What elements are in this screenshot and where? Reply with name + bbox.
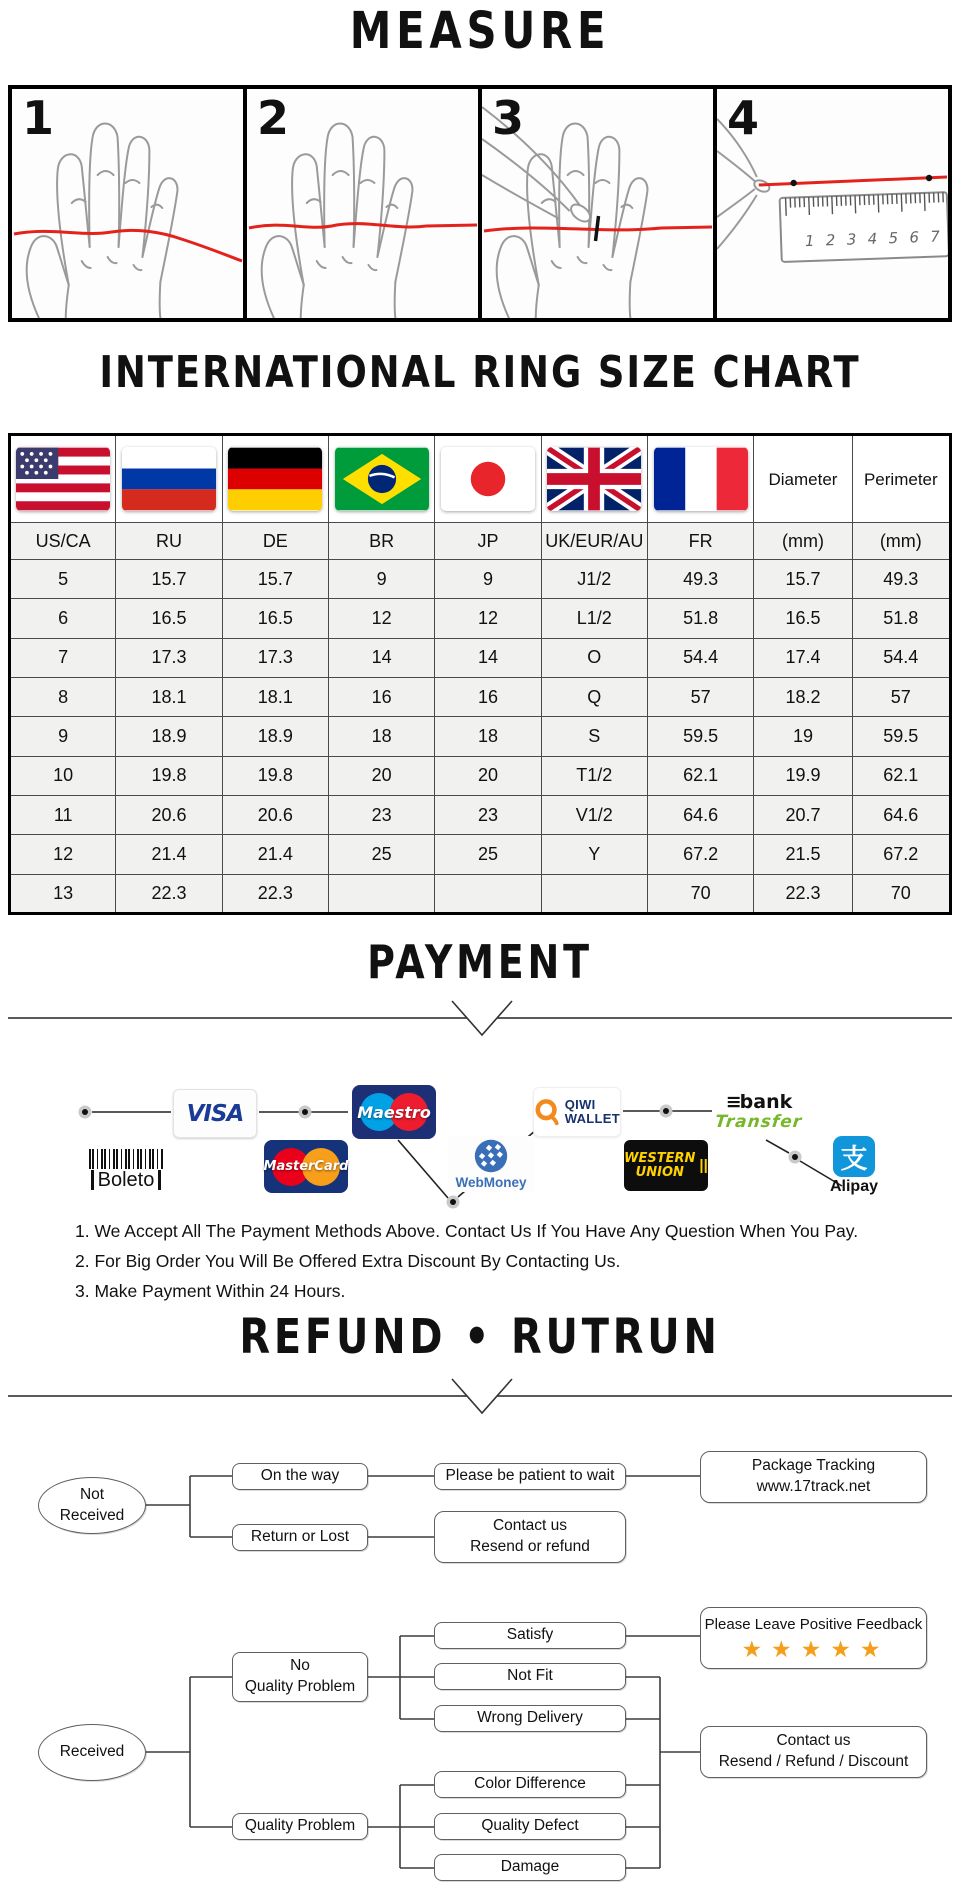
- size-cell: L1/2: [541, 599, 647, 638]
- size-cell: 14: [435, 638, 541, 677]
- color-difference-node: Color Difference: [434, 1771, 626, 1798]
- measure-panel-1: [12, 89, 247, 318]
- size-cell: T1/2: [541, 756, 647, 795]
- size-cell: 19.8: [222, 756, 328, 795]
- size-cell: 19.9: [754, 756, 852, 795]
- svg-text:1: 1: [804, 231, 815, 251]
- size-cell: 14: [328, 638, 434, 677]
- wrong-delivery-node: Wrong Delivery: [434, 1705, 626, 1732]
- us-flag-icon: [16, 447, 110, 511]
- size-cell: 16.5: [222, 599, 328, 638]
- br-flag-icon: [335, 447, 429, 511]
- size-cell: 21.4: [222, 835, 328, 874]
- size-cell: 19.8: [116, 756, 222, 795]
- size-cell: 16: [435, 677, 541, 716]
- size-cell: [541, 874, 647, 913]
- size-row: [10, 756, 951, 795]
- svg-text:4: 4: [867, 229, 878, 248]
- size-cell: 62.1: [852, 756, 950, 795]
- transfer-label: Transfer: [714, 1112, 804, 1132]
- panel-number: 1: [22, 91, 55, 145]
- column-label: RU: [116, 523, 222, 560]
- ring-size-table-body: [10, 560, 951, 914]
- size-cell: 18.1: [116, 677, 222, 716]
- red-string-line: [14, 230, 242, 261]
- size-cell: 21.5: [754, 835, 852, 874]
- size-cell: 12: [10, 835, 116, 874]
- column-label-row: [10, 523, 951, 560]
- on-the-way-node: On the way: [232, 1463, 368, 1490]
- refund-title: REFUND • RUTRUN: [239, 1308, 721, 1365]
- size-cell: 22.3: [116, 874, 222, 913]
- size-cell: 8: [10, 677, 116, 716]
- column-label: DE: [222, 523, 328, 560]
- payment-divider: [0, 998, 960, 1040]
- jp-flag-cell: [435, 435, 541, 523]
- size-cell: 62.1: [647, 756, 753, 795]
- size-cell: 59.5: [647, 717, 753, 756]
- column-label: (mm): [852, 523, 950, 560]
- size-row: [10, 677, 951, 716]
- payment-note: 1. We Accept All The Payment Methods Above. Contact Us If You Have Any Question When You Pay.: [75, 1221, 859, 1241]
- webmoney-logo: [448, 1136, 534, 1192]
- column-label: (mm): [754, 523, 852, 560]
- size-cell: 25: [328, 835, 434, 874]
- size-cell: V1/2: [541, 795, 647, 834]
- size-cell: S: [541, 717, 647, 756]
- size-cell: 54.4: [852, 638, 950, 677]
- size-cell: O: [541, 638, 647, 677]
- bank-transfer-logo: [714, 1085, 804, 1139]
- ring-size-table: [8, 433, 952, 915]
- measure-panel-2: [247, 89, 482, 318]
- size-cell: 20: [435, 756, 541, 795]
- red-string-line: [249, 224, 477, 228]
- svg-text:5: 5: [888, 228, 899, 248]
- size-cell: 22.3: [754, 874, 852, 913]
- ru-flag-cell: [116, 435, 222, 523]
- size-cell: 67.2: [647, 835, 753, 874]
- de-flag-cell: [222, 435, 328, 523]
- measure-panels: [8, 85, 952, 322]
- size-row: [10, 795, 951, 834]
- boleto-logo: [86, 1146, 166, 1192]
- size-row: [10, 835, 951, 874]
- size-cell: 54.4: [647, 638, 753, 677]
- uk-flag-icon: [547, 447, 641, 511]
- size-cell: 12: [435, 599, 541, 638]
- size-cell: 57: [852, 677, 950, 716]
- western-union-logo: [624, 1140, 708, 1191]
- webmoney-globe-icon: [473, 1138, 509, 1174]
- size-cell: 57: [647, 677, 753, 716]
- marker-tick: [596, 216, 599, 241]
- five-stars-icon: ★★★★★: [741, 1636, 890, 1663]
- size-row: [10, 638, 951, 677]
- size-cell: 18: [435, 717, 541, 756]
- satisfy-node: Satisfy: [434, 1622, 626, 1649]
- mastercard-logo: [264, 1140, 348, 1193]
- size-row: [10, 717, 951, 756]
- size-cell: 49.3: [852, 560, 950, 599]
- quality-problem-node: Quality Problem: [232, 1813, 368, 1840]
- size-cell: 15.7: [116, 560, 222, 599]
- svg-text:7: 7: [930, 227, 941, 246]
- received-node: Received: [38, 1724, 146, 1781]
- svg-text:6: 6: [909, 228, 920, 247]
- size-cell: 9: [435, 560, 541, 599]
- jp-flag-icon: [441, 447, 535, 511]
- size-cell: 5: [10, 560, 116, 599]
- size-cell: [435, 874, 541, 913]
- size-row: [10, 560, 951, 599]
- size-cell: 51.8: [852, 599, 950, 638]
- size-cell: 18.2: [754, 677, 852, 716]
- size-cell: 16.5: [116, 599, 222, 638]
- western-union-bars-icon: ||: [699, 1157, 708, 1174]
- size-cell: 6: [10, 599, 116, 638]
- not-received-node: Not Received: [38, 1477, 146, 1534]
- perimeter-header: Perimeter: [852, 435, 950, 523]
- size-cell: 15.7: [222, 560, 328, 599]
- measure-panel-3: [482, 89, 717, 318]
- size-cell: 10: [10, 756, 116, 795]
- quality-defect-node: Quality Defect: [434, 1813, 626, 1840]
- be-patient-node: Please be patient to wait: [434, 1463, 626, 1490]
- bank-label: bank: [739, 1091, 793, 1113]
- barcode-icon: [89, 1149, 163, 1169]
- size-cell: 18.1: [222, 677, 328, 716]
- size-cell: J1/2: [541, 560, 647, 599]
- size-cell: 7: [10, 638, 116, 677]
- size-cell: 70: [852, 874, 950, 913]
- bank-lines-icon: ≡: [725, 1091, 740, 1113]
- flag-header-row: [10, 435, 951, 523]
- maestro-label: Maestro: [357, 1102, 431, 1122]
- br-flag-cell: [328, 435, 434, 523]
- size-cell: 19: [754, 717, 852, 756]
- size-cell: 20.6: [222, 795, 328, 834]
- size-cell: 21.4: [116, 835, 222, 874]
- column-label: JP: [435, 523, 541, 560]
- size-cell: 18.9: [222, 717, 328, 756]
- size-cell: 22.3: [222, 874, 328, 913]
- fr-flag-cell: [647, 435, 753, 523]
- size-cell: [328, 874, 434, 913]
- measure-title: MEASURE: [349, 2, 611, 61]
- size-cell: 20: [328, 756, 434, 795]
- column-label: US/CA: [10, 523, 116, 560]
- size-cell: 13: [10, 874, 116, 913]
- ring-chart-title: INTERNATIONAL RING SIZE CHART: [99, 346, 861, 398]
- size-cell: 17.3: [222, 638, 328, 677]
- visa-logo: [173, 1089, 257, 1138]
- visa-label: VISA: [186, 1100, 244, 1127]
- fr-flag-icon: [654, 447, 748, 511]
- contact-resend-refund-discount-node: Contact us Resend / Refund / Discount: [700, 1726, 927, 1778]
- column-label: FR: [647, 523, 753, 560]
- ru-flag-icon: [122, 447, 216, 511]
- size-row: [10, 599, 951, 638]
- column-label: UK/EUR/AU: [541, 523, 647, 560]
- return-or-lost-node: Return or Lost: [232, 1524, 368, 1551]
- column-label: BR: [328, 523, 434, 560]
- size-cell: 16: [328, 677, 434, 716]
- damage-node: Damage: [434, 1854, 626, 1881]
- size-cell: 25: [435, 835, 541, 874]
- size-cell: 49.3: [647, 560, 753, 599]
- size-cell: 20.6: [116, 795, 222, 834]
- size-cell: 23: [435, 795, 541, 834]
- positive-feedback-node: Please Leave Positive Feedback ★★★★★: [700, 1607, 927, 1669]
- size-cell: 17.4: [754, 638, 852, 677]
- size-cell: 15.7: [754, 560, 852, 599]
- size-cell: 67.2: [852, 835, 950, 874]
- maestro-logo: [352, 1085, 436, 1139]
- payment-note: 3. Make Payment Within 24 Hours.: [75, 1281, 346, 1301]
- qiwi-q-icon: [534, 1096, 560, 1128]
- package-tracking-node: Package Tracking www.17track.net: [700, 1451, 927, 1503]
- size-cell: Y: [541, 835, 647, 874]
- qiwi-wallet-logo: [533, 1087, 621, 1137]
- red-string-line: [759, 177, 947, 185]
- size-cell: 23: [328, 795, 434, 834]
- not-fit-node: Not Fit: [434, 1663, 626, 1690]
- contact-resend-refund-node: Contact us Resend or refund: [434, 1511, 626, 1563]
- western-union-label: WESTERN UNION: [624, 1150, 696, 1180]
- size-cell: Q: [541, 677, 647, 716]
- diameter-header: Diameter: [754, 435, 852, 523]
- size-cell: 9: [328, 560, 434, 599]
- boleto-label: Boleto: [91, 1170, 162, 1190]
- size-cell: 18: [328, 717, 434, 756]
- alipay-logo: [826, 1136, 882, 1196]
- webmoney-label: WebMoney: [455, 1175, 527, 1190]
- svg-text:3: 3: [846, 230, 857, 249]
- size-cell: 16.5: [754, 599, 852, 638]
- refund-divider: [0, 1376, 960, 1418]
- alipay-icon: 支: [833, 1136, 875, 1177]
- panel-number: 2: [257, 91, 290, 145]
- payment-note: 2. For Big Order You Will Be Offered Extra Discount By Contacting Us.: [75, 1251, 621, 1271]
- size-row: [10, 874, 951, 913]
- size-cell: 12: [328, 599, 434, 638]
- size-cell: 64.6: [852, 795, 950, 834]
- size-cell: 70: [647, 874, 753, 913]
- payment-title: PAYMENT: [367, 936, 593, 990]
- size-cell: 64.6: [647, 795, 753, 834]
- payment-notes: [75, 1216, 858, 1306]
- panel-number: 4: [727, 91, 760, 145]
- measure-dot: [926, 175, 932, 181]
- ruler-icon: [780, 192, 948, 262]
- size-cell: 9: [10, 717, 116, 756]
- qiwi-label: QIWI WALLET: [564, 1096, 620, 1126]
- uk-flag-cell: [541, 435, 647, 523]
- no-quality-problem-node: No Quality Problem: [232, 1652, 368, 1702]
- panel-number: 3: [492, 91, 525, 145]
- size-cell: 17.3: [116, 638, 222, 677]
- measure-panel-4: [717, 89, 948, 318]
- size-cell: 51.8: [647, 599, 753, 638]
- size-cell: 11: [10, 795, 116, 834]
- de-flag-icon: [228, 447, 322, 511]
- mastercard-label: MasterCard: [263, 1159, 349, 1174]
- size-cell: 59.5: [852, 717, 950, 756]
- size-cell: 18.9: [116, 717, 222, 756]
- alipay-label: Alipay: [829, 1178, 878, 1195]
- size-cell: 20.7: [754, 795, 852, 834]
- measure-dot: [790, 180, 796, 186]
- us-flag-cell: [10, 435, 116, 523]
- svg-text:2: 2: [825, 231, 836, 250]
